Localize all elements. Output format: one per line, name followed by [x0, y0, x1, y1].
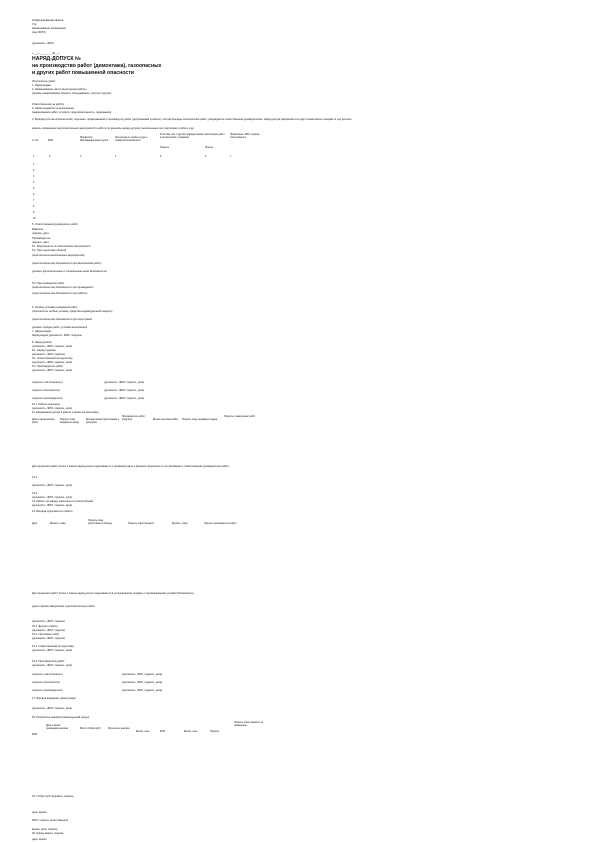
section-line: подпись, дата: [32, 232, 49, 235]
analysis-header: Дата и время проведения анализа: [46, 725, 69, 730]
section-line: Наряд выдал (должность, ФИО, подпись): [32, 334, 82, 337]
section-line: 8. Наряд принял: [32, 341, 52, 344]
section-line: (перечисление мер безопасности при работе): [32, 292, 88, 295]
section-line: 12.1.: [32, 476, 38, 479]
section-line: 13. Работы по наряду закончены в полном объёме: [32, 500, 94, 503]
section-line: (должность, ФИО, подпись): [32, 637, 66, 640]
table-header: Подпись ответственного: [128, 523, 154, 525]
section-line: подпись, дата: [32, 241, 49, 244]
intro-line: 3. Наряд выдаётся на выполнение: [32, 107, 74, 110]
intro-line: (указать наименование объекта, оборудование, участок и другое): [32, 92, 112, 95]
row-number: 5: [33, 187, 35, 190]
signature-left: (подпись исполнителя): [32, 389, 60, 392]
section-line: (должность, ФИО, подпись, дата): [32, 407, 73, 410]
section-line: 11. Ежедневный допуск к работе и время её окончания: [32, 411, 99, 414]
row-number: 9: [33, 211, 35, 214]
org-line: Унифицированная форма: [32, 19, 64, 22]
section-line: 15.1. Допуск к работе: [32, 625, 58, 628]
table-header: Подпись производителя работ: [204, 523, 237, 525]
section-line: (должность, ФИО, подпись): [32, 620, 66, 623]
footer-line: дата, время: [32, 811, 47, 814]
row-number: 7: [33, 199, 35, 202]
section-line: 10.1. Работы окончены: [32, 403, 60, 406]
section-line: (должность, ФИО, подпись, дата): [32, 369, 73, 372]
title-line-1: НАРЯД-ДОПУСК №: [32, 56, 81, 62]
analysis-header: Время, часы: [184, 731, 198, 733]
crew-header: Примечание, ФИО, подпись ответственного: [230, 134, 260, 139]
analysis-header: Время, часы: [136, 731, 150, 733]
crew-header: Прочее: [205, 147, 213, 149]
section-line: 16.1. Ответственный за подготовку: [32, 645, 75, 648]
crew-header: № п/п: [32, 140, 39, 142]
daily-header: Бригада проинструктирована и допущена: [86, 419, 120, 424]
footer-line: время, дата, подпись: [32, 828, 58, 831]
row-number: 10: [33, 217, 36, 220]
signature-right: (должность, ФИО, подпись, дата): [104, 381, 145, 384]
row-number: 6: [33, 193, 35, 196]
daily-header: Подпись лица, выдавшего наряд: [182, 419, 218, 421]
section-line: 15.2. Окончание работ: [32, 633, 60, 636]
col-number: 1: [33, 155, 35, 158]
section-line: (должность, ФИО, подпись): [32, 353, 66, 356]
title-line-3: и других работ повышенной опасности: [32, 70, 134, 76]
section-line: 5. Ответственный руководитель работ: [32, 223, 79, 226]
col-number: 7: [230, 155, 232, 158]
col-number: 2: [49, 155, 51, 158]
signature-right: (должность, ФИО, подпись, дата): [122, 689, 163, 692]
section-line: (должность, ФИО, подпись, дата): [32, 345, 73, 348]
section-line: 16.2. Производитель работ: [32, 660, 65, 663]
analysis-header: Подпись: [210, 731, 220, 733]
section-line: (перечислить особые условия, средства индивидуальной защиты): [32, 310, 113, 313]
row-number: 3: [33, 175, 35, 178]
section-line: (должность, ФИО, подпись, дата): [32, 484, 73, 487]
crew-header: Профессия, квалификационная группа: [80, 137, 109, 142]
section-line: (должность, ФИО, подпись, дата): [32, 649, 73, 652]
daily-header: Производитель работ (подпись): [122, 416, 146, 421]
col-number: 4: [115, 155, 117, 158]
signature-left: (подпись производителя): [32, 689, 63, 692]
daily-header: Дата и время начала работ: [32, 419, 55, 424]
position-line: (должность, ФИО): [32, 42, 54, 45]
section-line: (перечисление выполненных мероприятий): [32, 254, 85, 257]
analysis-header: Место отбора проб: [80, 728, 101, 730]
section-line: (указать дополнительные и специальные меры безопасности): [32, 270, 108, 273]
section-line: 18. Результаты анализа (газовоздушной среды): [32, 716, 90, 719]
section-line: (перечисление мер безопасности при проведении): [32, 286, 94, 289]
intro-line: Исполнитель работ: [32, 80, 56, 83]
table-header: Время (ч, мин): [50, 523, 66, 525]
section-line: (должность, ФИО, подпись, дата): [32, 664, 73, 667]
analysis-header: Подпись ответственного за проведение: [234, 722, 263, 727]
daily-header: Подпись лица, выдавшего наряд: [60, 419, 79, 424]
section-line: (указать порядок работ, условия выполнения): [32, 326, 88, 329]
intro-paragraph: 4. Бригада (состав исполнителей), персонал, привлекаемый к производству работ (допускаемый к работе). Состав бригады исполнителей работ утверждается ответственным руководителем. Наряд-допуск оформляется в двух экземплярах и выдаётся под роспись.: [32, 118, 353, 121]
table-header: Дата: [32, 523, 38, 525]
intro-line: Ответственному за работу: [32, 103, 65, 106]
footer-line: ФИО, подпись ответственного: [32, 819, 69, 822]
section-line: 5.3. При проведении работ: [32, 282, 65, 285]
daily-header: Подпись о завершении работ: [224, 416, 256, 418]
crew-header: Инструктаж по охране труда и пожарной безопасности: [115, 137, 148, 142]
signature-right: (должность, ФИО, подпись, дата): [122, 681, 163, 684]
row-number: 1: [33, 163, 35, 166]
analysis-header: ФИО: [160, 731, 166, 733]
daily-header: Время окончания работ: [153, 419, 179, 421]
signature-left: (подпись производителя): [32, 397, 63, 400]
section-line: 7. Наряд выдан: [32, 330, 51, 333]
signature-left: (подпись исполнителя): [32, 681, 60, 684]
section-line: 9.1. Ответственный за подготовку: [32, 357, 73, 360]
section-line: (должность, ФИО, подпись, дата): [32, 707, 73, 710]
section-line: (должность, ФИО, подпись, дата): [32, 496, 73, 499]
title-line-2: на производство работ (демонтажа), газоопасных: [32, 63, 162, 69]
section-line: (должность, ФИО, подпись, дата): [32, 361, 73, 364]
section-line: (перечисление мер безопасности при выполнении работ): [32, 262, 102, 265]
date-line: «___» ________ 20__ г.: [32, 52, 61, 55]
col-number: 3: [80, 155, 82, 158]
section-line: 5.1. Мероприятия по обеспечению безопасности: [32, 245, 91, 248]
crew-header: Подпись: [160, 147, 170, 149]
signature-right: (должность, ФИО, подпись, дата): [104, 397, 145, 400]
section-line: Производитель: [32, 237, 51, 240]
crew-header: ФИО: [48, 140, 54, 142]
org-line: Наименование организации: [32, 27, 66, 30]
section-line: (должность, ФИО, подпись): [32, 629, 66, 632]
section-line: (должность, ФИО, подпись, дата): [32, 504, 73, 507]
section-line: 8.1. Наряд продлён: [32, 349, 56, 352]
section-line: (дата и время завершения подготовительных работ): [32, 605, 96, 608]
intro-line: (наименование работ, условия, продолжительность, содержание): [32, 111, 112, 114]
analysis-header: ФИО: [32, 734, 38, 736]
row-number: 8: [33, 205, 35, 208]
table-caption: 14. Бригада допускается к работе: [32, 510, 73, 513]
intro-paragraph-2: указать проведение подготовительных мероприятий к работе по данному наряду-допуску, выполненных при подготовке к работе и др.: [32, 127, 195, 130]
col-number: 6: [205, 155, 207, 158]
section-line: (перечисление мер безопасности при подготовке): [32, 318, 93, 321]
section-line: 9.2. Производитель работ: [32, 365, 64, 368]
table-header: Подпись лица, допустившего бригаду: [88, 520, 112, 525]
footer-line: 20. Наряд закрыт, подпись: [32, 832, 64, 835]
crew-header: В составе или с другим подразделением, выполнение работ в соответствии с графиком: [160, 134, 225, 139]
footer-line: дата, время: [32, 838, 47, 841]
section-line: Фамилия: [32, 228, 44, 231]
intro-line: 1. Наряд выдан: [32, 84, 51, 87]
section-line: 6. Особые условия проведения работ: [32, 306, 78, 309]
signature-right: (должность, ФИО, подпись, дата): [122, 673, 163, 676]
section-line: 12.2.: [32, 492, 38, 495]
section-paragraph: Для продления работ более 1 смены наряд-допуск продлевается в установленном порядке с подтверждением условий безопасности.: [32, 592, 195, 595]
section-paragraph: Для продления работ более 1 смены наряд-допуск продлевается с указанием даты и времени продления по согласованию с ответственным руководителем работ.: [32, 465, 230, 468]
signature-right: (должность, ФИО, подпись, дата): [104, 389, 145, 392]
analysis-header: Результаты анализа: [108, 728, 130, 730]
signature-left: (подпись ответственного): [32, 381, 63, 384]
section-line: 17. Бригада выведена, наряд закрыт: [32, 697, 77, 700]
org-line: Утв.: [32, 23, 37, 26]
section-line: 5.2. При подготовке объекта: [32, 249, 67, 252]
table-header: Время (ч, мин): [172, 523, 188, 525]
signature-left: (подпись ответственного): [32, 673, 63, 676]
footer-line: 19. Отбор проб произвёл, подпись: [32, 795, 74, 798]
col-number: 5: [160, 155, 162, 158]
intro-line: 2. Наименование, место выполнения работы: [32, 88, 87, 91]
row-number: 2: [33, 169, 35, 172]
row-number: 4: [33, 181, 35, 184]
org-line: (код ОКПО): [32, 31, 46, 34]
